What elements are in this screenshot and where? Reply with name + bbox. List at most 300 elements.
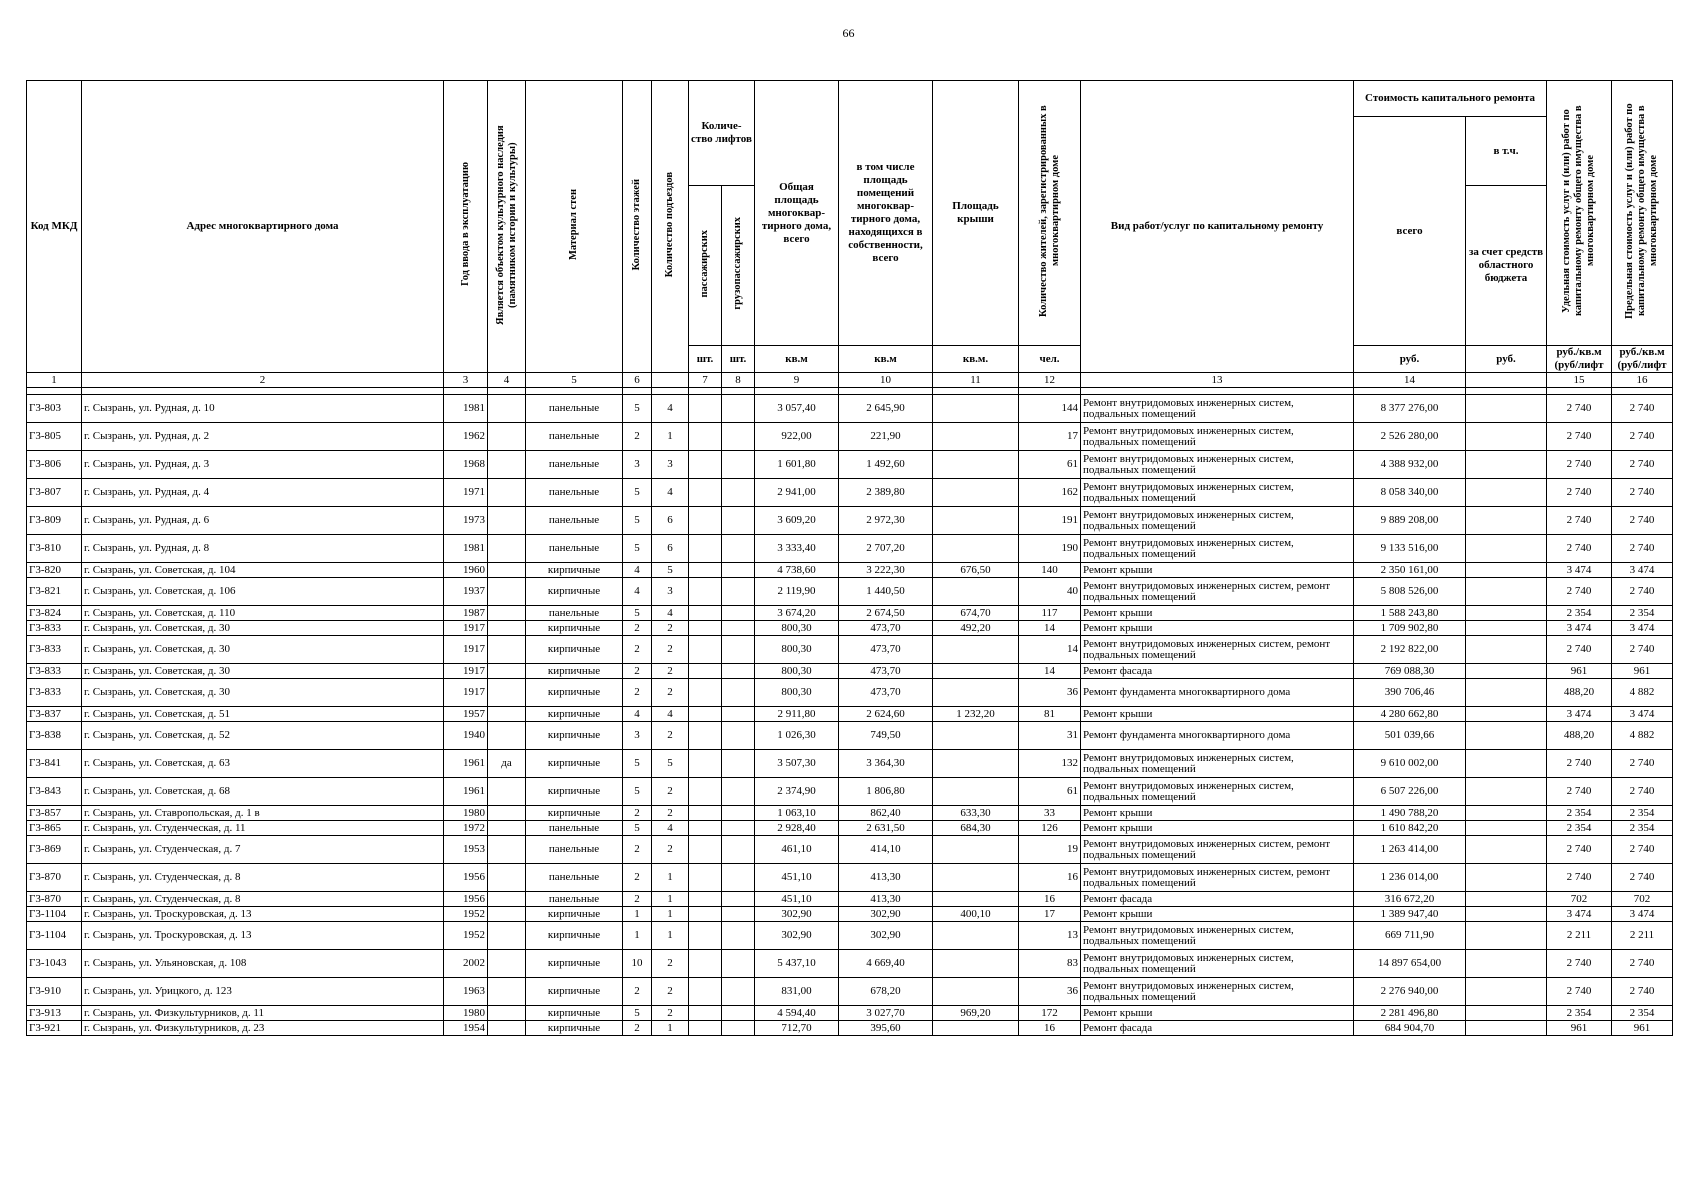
cell-owned-area: 1 440,50 <box>839 578 933 606</box>
cell-owned-area: 2 972,30 <box>839 507 933 535</box>
cell-wall: кирпичные <box>526 578 623 606</box>
cell-lifts-cargo <box>722 636 755 664</box>
cell-unit-cost: 2 740 <box>1547 423 1612 451</box>
cell-roof-area <box>933 922 1019 950</box>
cell-unit-cost: 2 354 <box>1547 821 1612 836</box>
cell-budget <box>1466 892 1547 907</box>
cell-code: Г3-820 <box>27 563 82 578</box>
table-row <box>27 707 1673 722</box>
cell-budget <box>1466 451 1547 479</box>
cell-total-area: 800,30 <box>755 679 839 707</box>
cell-heritage <box>488 606 526 621</box>
cell-cost: 769 088,30 <box>1354 664 1466 679</box>
cell-owned-area: 473,70 <box>839 636 933 664</box>
cell-heritage <box>488 395 526 423</box>
cell-wall: кирпичные <box>526 722 623 750</box>
cell-residents: 17 <box>1019 423 1081 451</box>
cell-roof-area: 684,30 <box>933 821 1019 836</box>
cell-cost: 8 377 276,00 <box>1354 395 1466 423</box>
header-heritage: Является объектом культурного наследия (памятником истории и культуры) <box>488 81 526 373</box>
cell-entrances: 2 <box>652 621 689 636</box>
cell-unit-cost: 2 740 <box>1547 451 1612 479</box>
cell-floors: 5 <box>623 535 652 563</box>
col-number: 5 <box>526 373 623 388</box>
cell-total-area: 1 601,80 <box>755 451 839 479</box>
table-row <box>27 679 1673 707</box>
cell-cost: 4 280 662,80 <box>1354 707 1466 722</box>
cell-year: 1952 <box>444 922 488 950</box>
cell-cost: 14 897 654,00 <box>1354 950 1466 978</box>
table-row <box>27 907 1673 922</box>
cell-wall: панельные <box>526 451 623 479</box>
cell-address: г. Сызрань, ул. Студенческая, д. 11 <box>82 821 444 836</box>
cell-year: 1953 <box>444 836 488 864</box>
cell-heritage <box>488 707 526 722</box>
cell-heritage: да <box>488 750 526 778</box>
cell-floors: 5 <box>623 750 652 778</box>
cell-wall: кирпичные <box>526 636 623 664</box>
cell-residents: 31 <box>1019 722 1081 750</box>
cell-owned-area: 414,10 <box>839 836 933 864</box>
cell-lifts-passenger <box>689 636 722 664</box>
cell-wall: кирпичные <box>526 922 623 950</box>
cell-entrances: 1 <box>652 423 689 451</box>
cell-budget <box>1466 778 1547 806</box>
cell-cost: 1 490 788,20 <box>1354 806 1466 821</box>
cell-total-area: 3 057,40 <box>755 395 839 423</box>
cell-address: г. Сызрань, ул. Студенческая, д. 7 <box>82 836 444 864</box>
cell-lifts-passenger <box>689 978 722 1006</box>
cell-roof-area <box>933 664 1019 679</box>
cell-entrances: 4 <box>652 821 689 836</box>
header-year: Год ввода в эксплуатацию <box>444 81 488 373</box>
cell-total-area: 4 738,60 <box>755 563 839 578</box>
cell-lifts-cargo <box>722 1021 755 1036</box>
cell-roof-area <box>933 535 1019 563</box>
cell-limit-cost: 2 740 <box>1612 950 1673 978</box>
spacer-row <box>27 388 1673 395</box>
cell-lifts-passenger <box>689 578 722 606</box>
cell-total-area: 800,30 <box>755 664 839 679</box>
cell-work-type: Ремонт внутридомовых инженерных систем, ремонт подвальных помещений <box>1081 836 1354 864</box>
unit-total-area: кв.м <box>755 346 839 373</box>
cell-unit-cost: 2 740 <box>1547 778 1612 806</box>
header-owned-area: в том числе площадь помещений многоквар- тирного дома, находящихся в собственности, всего <box>839 81 933 346</box>
cell-unit-cost: 2 354 <box>1547 1006 1612 1021</box>
cell-lifts-passenger <box>689 395 722 423</box>
cell-heritage <box>488 535 526 563</box>
cell-cost: 2 350 161,00 <box>1354 563 1466 578</box>
cell-lifts-cargo <box>722 750 755 778</box>
cell-wall: кирпичные <box>526 707 623 722</box>
cell-heritage <box>488 451 526 479</box>
col-number: 9 <box>755 373 839 388</box>
cell-lifts-passenger <box>689 864 722 892</box>
cell-limit-cost: 2 740 <box>1612 479 1673 507</box>
cell-owned-area: 2 645,90 <box>839 395 933 423</box>
cell-entrances: 2 <box>652 836 689 864</box>
header-residents: Количество жителей, зарегистрированных в многоквартирном доме <box>1019 81 1081 346</box>
cell-unit-cost: 961 <box>1547 1021 1612 1036</box>
cell-budget <box>1466 507 1547 535</box>
cell-roof-area <box>933 950 1019 978</box>
cell-total-area: 4 594,40 <box>755 1006 839 1021</box>
cell-total-area: 3 333,40 <box>755 535 839 563</box>
cell-limit-cost: 2 740 <box>1612 836 1673 864</box>
cell-roof-area: 633,30 <box>933 806 1019 821</box>
cell-code: Г3-870 <box>27 892 82 907</box>
cell-lifts-passenger <box>689 535 722 563</box>
cell-entrances: 2 <box>652 636 689 664</box>
cell-lifts-cargo <box>722 864 755 892</box>
cell-code: Г3-833 <box>27 621 82 636</box>
cell-limit-cost: 2 740 <box>1612 978 1673 1006</box>
cell-residents: 162 <box>1019 479 1081 507</box>
column-numbers-row <box>27 373 1673 388</box>
cell-residents: 13 <box>1019 922 1081 950</box>
cell-roof-area: 492,20 <box>933 621 1019 636</box>
cell-heritage <box>488 507 526 535</box>
col-number: 11 <box>933 373 1019 388</box>
cell-residents: 16 <box>1019 892 1081 907</box>
cell-year: 1940 <box>444 722 488 750</box>
header-work-type: Вид работ/услуг по капитальному ремонту <box>1081 81 1354 373</box>
cell-heritage <box>488 950 526 978</box>
cell-residents: 61 <box>1019 451 1081 479</box>
cell-roof-area <box>933 395 1019 423</box>
cell-heritage <box>488 664 526 679</box>
cell-work-type: Ремонт внутридомовых инженерных систем, ремонт подвальных помещений <box>1081 578 1354 606</box>
cell-unit-cost: 3 474 <box>1547 707 1612 722</box>
cell-entrances: 1 <box>652 864 689 892</box>
cell-floors: 5 <box>623 479 652 507</box>
cell-total-area: 2 928,40 <box>755 821 839 836</box>
cell-address: г. Сызрань, ул. Троскуровская, д. 13 <box>82 907 444 922</box>
cell-owned-area: 413,30 <box>839 892 933 907</box>
cell-budget <box>1466 606 1547 621</box>
cell-work-type: Ремонт крыши <box>1081 907 1354 922</box>
cell-code: Г3-807 <box>27 479 82 507</box>
cell-address: г. Сызрань, ул. Урицкого, д. 123 <box>82 978 444 1006</box>
cell-roof-area <box>933 423 1019 451</box>
cell-wall: кирпичные <box>526 1006 623 1021</box>
cell-heritage <box>488 578 526 606</box>
cell-wall: панельные <box>526 821 623 836</box>
cell-unit-cost: 2 211 <box>1547 922 1612 950</box>
cell-heritage <box>488 821 526 836</box>
cell-wall: панельные <box>526 507 623 535</box>
cell-unit-cost: 3 474 <box>1547 621 1612 636</box>
cell-roof-area <box>933 636 1019 664</box>
cell-unit-cost: 2 354 <box>1547 606 1612 621</box>
col-number: 4 <box>488 373 526 388</box>
cell-roof-area <box>933 722 1019 750</box>
unit-cost-total: руб. <box>1354 346 1466 373</box>
cell-residents: 140 <box>1019 563 1081 578</box>
page-number: 66 <box>842 26 855 40</box>
cell-code: Г3-833 <box>27 679 82 707</box>
cell-work-type: Ремонт крыши <box>1081 563 1354 578</box>
cell-budget <box>1466 1021 1547 1036</box>
header-lifts: Количе- ство лифтов <box>689 81 755 186</box>
cell-floors: 2 <box>623 892 652 907</box>
cell-limit-cost: 3 474 <box>1612 707 1673 722</box>
cell-address: г. Сызрань, ул. Рудная, д. 10 <box>82 395 444 423</box>
cell-entrances: 2 <box>652 778 689 806</box>
cell-floors: 4 <box>623 707 652 722</box>
cell-floors: 3 <box>623 722 652 750</box>
cell-wall: кирпичные <box>526 750 623 778</box>
cell-address: г. Сызрань, ул. Физкультурников, д. 23 <box>82 1021 444 1036</box>
cell-entrances: 4 <box>652 479 689 507</box>
cell-entrances: 4 <box>652 395 689 423</box>
cell-entrances: 2 <box>652 806 689 821</box>
cell-floors: 2 <box>623 1021 652 1036</box>
cell-owned-area: 3 027,70 <box>839 1006 933 1021</box>
cell-address: г. Сызрань, ул. Советская, д. 30 <box>82 621 444 636</box>
cell-lifts-passenger <box>689 907 722 922</box>
cell-roof-area <box>933 864 1019 892</box>
cell-entrances: 4 <box>652 606 689 621</box>
cell-cost: 684 904,70 <box>1354 1021 1466 1036</box>
cell-year: 1956 <box>444 892 488 907</box>
cell-budget <box>1466 750 1547 778</box>
cell-owned-area: 1 806,80 <box>839 778 933 806</box>
cell-address: г. Сызрань, ул. Советская, д. 63 <box>82 750 444 778</box>
cell-unit-cost: 2 740 <box>1547 535 1612 563</box>
cell-code: Г3-843 <box>27 778 82 806</box>
cell-unit-cost: 961 <box>1547 664 1612 679</box>
col-number: 8 <box>722 373 755 388</box>
cell-wall: кирпичные <box>526 1021 623 1036</box>
cell-work-type: Ремонт внутридомовых инженерных систем, подвальных помещений <box>1081 395 1354 423</box>
cell-residents: 14 <box>1019 621 1081 636</box>
cell-lifts-passenger <box>689 1006 722 1021</box>
cell-cost: 2 526 280,00 <box>1354 423 1466 451</box>
cell-total-area: 800,30 <box>755 636 839 664</box>
cell-floors: 5 <box>623 507 652 535</box>
cell-cost: 1 263 414,00 <box>1354 836 1466 864</box>
cell-total-area: 1 026,30 <box>755 722 839 750</box>
cell-owned-area: 473,70 <box>839 664 933 679</box>
cell-total-area: 2 119,90 <box>755 578 839 606</box>
cell-address: г. Сызрань, ул. Ульяновская, д. 108 <box>82 950 444 978</box>
cell-cost: 390 706,46 <box>1354 679 1466 707</box>
cell-floors: 2 <box>623 864 652 892</box>
cell-lifts-passenger <box>689 507 722 535</box>
cell-heritage <box>488 679 526 707</box>
cell-lifts-cargo <box>722 679 755 707</box>
table-row <box>27 395 1673 423</box>
cell-residents: 17 <box>1019 907 1081 922</box>
table-row <box>27 950 1673 978</box>
col-number: 2 <box>82 373 444 388</box>
cell-limit-cost: 4 882 <box>1612 679 1673 707</box>
cell-cost: 1 389 947,40 <box>1354 907 1466 922</box>
unit-lifts-passenger: шт. <box>689 346 722 373</box>
table-row <box>27 1021 1673 1036</box>
cell-address: г. Сызрань, ул. Рудная, д. 6 <box>82 507 444 535</box>
cell-code: Г3-837 <box>27 707 82 722</box>
cell-roof-area <box>933 479 1019 507</box>
cell-year: 1937 <box>444 578 488 606</box>
cell-cost: 501 039,66 <box>1354 722 1466 750</box>
cell-residents: 16 <box>1019 864 1081 892</box>
cell-work-type: Ремонт фасада <box>1081 664 1354 679</box>
cell-entrances: 1 <box>652 922 689 950</box>
table-row <box>27 563 1673 578</box>
cell-heritage <box>488 1006 526 1021</box>
cell-total-area: 712,70 <box>755 1021 839 1036</box>
cell-residents: 33 <box>1019 806 1081 821</box>
cell-wall: кирпичные <box>526 621 623 636</box>
cell-residents: 117 <box>1019 606 1081 621</box>
cell-residents: 16 <box>1019 1021 1081 1036</box>
cell-unit-cost: 2 740 <box>1547 578 1612 606</box>
cell-cost: 1 610 842,20 <box>1354 821 1466 836</box>
col-number: 6 <box>623 373 652 388</box>
cell-code: Г3-1104 <box>27 907 82 922</box>
cell-work-type: Ремонт внутридомовых инженерных систем, подвальных помещений <box>1081 922 1354 950</box>
cell-year: 1972 <box>444 821 488 836</box>
cell-year: 1961 <box>444 750 488 778</box>
cell-limit-cost: 2 740 <box>1612 395 1673 423</box>
cell-year: 1973 <box>444 507 488 535</box>
cell-floors: 3 <box>623 451 652 479</box>
cell-unit-cost: 2 740 <box>1547 750 1612 778</box>
cell-wall: панельные <box>526 395 623 423</box>
cell-year: 1917 <box>444 621 488 636</box>
cell-lifts-passenger <box>689 1021 722 1036</box>
cell-code: Г3-824 <box>27 606 82 621</box>
table-row <box>27 1006 1673 1021</box>
cell-lifts-cargo <box>722 563 755 578</box>
cell-year: 1961 <box>444 778 488 806</box>
cell-floors: 2 <box>623 836 652 864</box>
cell-wall: кирпичные <box>526 806 623 821</box>
cell-heritage <box>488 907 526 922</box>
cell-lifts-passenger <box>689 707 722 722</box>
cell-budget <box>1466 1006 1547 1021</box>
cell-limit-cost: 2 740 <box>1612 507 1673 535</box>
cell-entrances: 2 <box>652 679 689 707</box>
cell-unit-cost: 3 474 <box>1547 907 1612 922</box>
cell-code: Г3-865 <box>27 821 82 836</box>
cell-residents: 81 <box>1019 707 1081 722</box>
cell-total-area: 2 911,80 <box>755 707 839 722</box>
cell-residents: 36 <box>1019 679 1081 707</box>
cell-roof-area <box>933 507 1019 535</box>
cell-address: г. Сызрань, ул. Физкультурников, д. 11 <box>82 1006 444 1021</box>
cell-limit-cost: 961 <box>1612 1021 1673 1036</box>
cell-code: Г3-870 <box>27 864 82 892</box>
cell-lifts-passenger <box>689 750 722 778</box>
cell-heritage <box>488 864 526 892</box>
table-row <box>27 578 1673 606</box>
table-row <box>27 922 1673 950</box>
unit-residents: чел. <box>1019 346 1081 373</box>
cell-entrances: 6 <box>652 507 689 535</box>
cell-wall: кирпичные <box>526 978 623 1006</box>
cell-residents: 61 <box>1019 778 1081 806</box>
cell-lifts-cargo <box>722 722 755 750</box>
cell-lifts-cargo <box>722 1006 755 1021</box>
cell-limit-cost: 2 740 <box>1612 864 1673 892</box>
cell-limit-cost: 3 474 <box>1612 563 1673 578</box>
cell-work-type: Ремонт внутридомовых инженерных систем, подвальных помещений <box>1081 750 1354 778</box>
cell-budget <box>1466 636 1547 664</box>
cell-floors: 4 <box>623 563 652 578</box>
cell-floors: 2 <box>623 679 652 707</box>
cell-residents: 40 <box>1019 578 1081 606</box>
cell-roof-area: 1 232,20 <box>933 707 1019 722</box>
cell-unit-cost: 2 740 <box>1547 864 1612 892</box>
cell-cost: 8 058 340,00 <box>1354 479 1466 507</box>
cell-lifts-cargo <box>722 451 755 479</box>
cell-work-type: Ремонт внутридомовых инженерных систем, ремонт подвальных помещений <box>1081 636 1354 664</box>
cell-total-area: 1 063,10 <box>755 806 839 821</box>
cell-address: г. Сызрань, ул. Троскуровская, д. 13 <box>82 922 444 950</box>
cell-year: 1981 <box>444 535 488 563</box>
cell-floors: 2 <box>623 621 652 636</box>
cell-budget <box>1466 423 1547 451</box>
cell-lifts-cargo <box>722 507 755 535</box>
cell-limit-cost: 702 <box>1612 892 1673 907</box>
cell-cost: 2 192 822,00 <box>1354 636 1466 664</box>
cell-lifts-cargo <box>722 892 755 907</box>
cell-unit-cost: 2 740 <box>1547 507 1612 535</box>
cell-unit-cost: 2 740 <box>1547 978 1612 1006</box>
cell-owned-area: 678,20 <box>839 978 933 1006</box>
cell-budget <box>1466 907 1547 922</box>
unit-roof-area: кв.м. <box>933 346 1019 373</box>
table-row <box>27 806 1673 821</box>
cell-total-area: 5 437,10 <box>755 950 839 978</box>
cell-budget <box>1466 664 1547 679</box>
header-floors: Количество этажей <box>623 81 652 373</box>
cell-floors: 2 <box>623 806 652 821</box>
cell-code: Г3-821 <box>27 578 82 606</box>
cell-work-type: Ремонт внутридомовых инженерных систем, подвальных помещений <box>1081 451 1354 479</box>
header-cost-total: всего <box>1354 117 1466 346</box>
cell-roof-area: 676,50 <box>933 563 1019 578</box>
header-lifts-cargo: грузопассажирских <box>722 186 755 346</box>
cell-lifts-cargo <box>722 395 755 423</box>
cell-limit-cost: 2 740 <box>1612 578 1673 606</box>
cell-work-type: Ремонт крыши <box>1081 606 1354 621</box>
header-code: Код МКД <box>27 81 82 373</box>
cell-address: г. Сызрань, ул. Рудная, д. 2 <box>82 423 444 451</box>
cell-cost: 1 588 243,80 <box>1354 606 1466 621</box>
cell-lifts-cargo <box>722 922 755 950</box>
header-lifts-passenger: пассажирских <box>689 186 722 346</box>
cell-owned-area: 395,60 <box>839 1021 933 1036</box>
cell-lifts-cargo <box>722 621 755 636</box>
cell-budget <box>1466 578 1547 606</box>
capital-repair-table <box>26 80 1673 1036</box>
cell-lifts-passenger <box>689 806 722 821</box>
table-row <box>27 892 1673 907</box>
cell-code: Г3-921 <box>27 1021 82 1036</box>
cell-heritage <box>488 836 526 864</box>
cell-year: 1963 <box>444 978 488 1006</box>
cell-limit-cost: 2 354 <box>1612 806 1673 821</box>
cell-floors: 1 <box>623 907 652 922</box>
cell-work-type: Ремонт фундамента многоквартирного дома <box>1081 679 1354 707</box>
cell-year: 1971 <box>444 479 488 507</box>
cell-entrances: 2 <box>652 1006 689 1021</box>
header-entrances: Количество подъездов <box>652 81 689 373</box>
